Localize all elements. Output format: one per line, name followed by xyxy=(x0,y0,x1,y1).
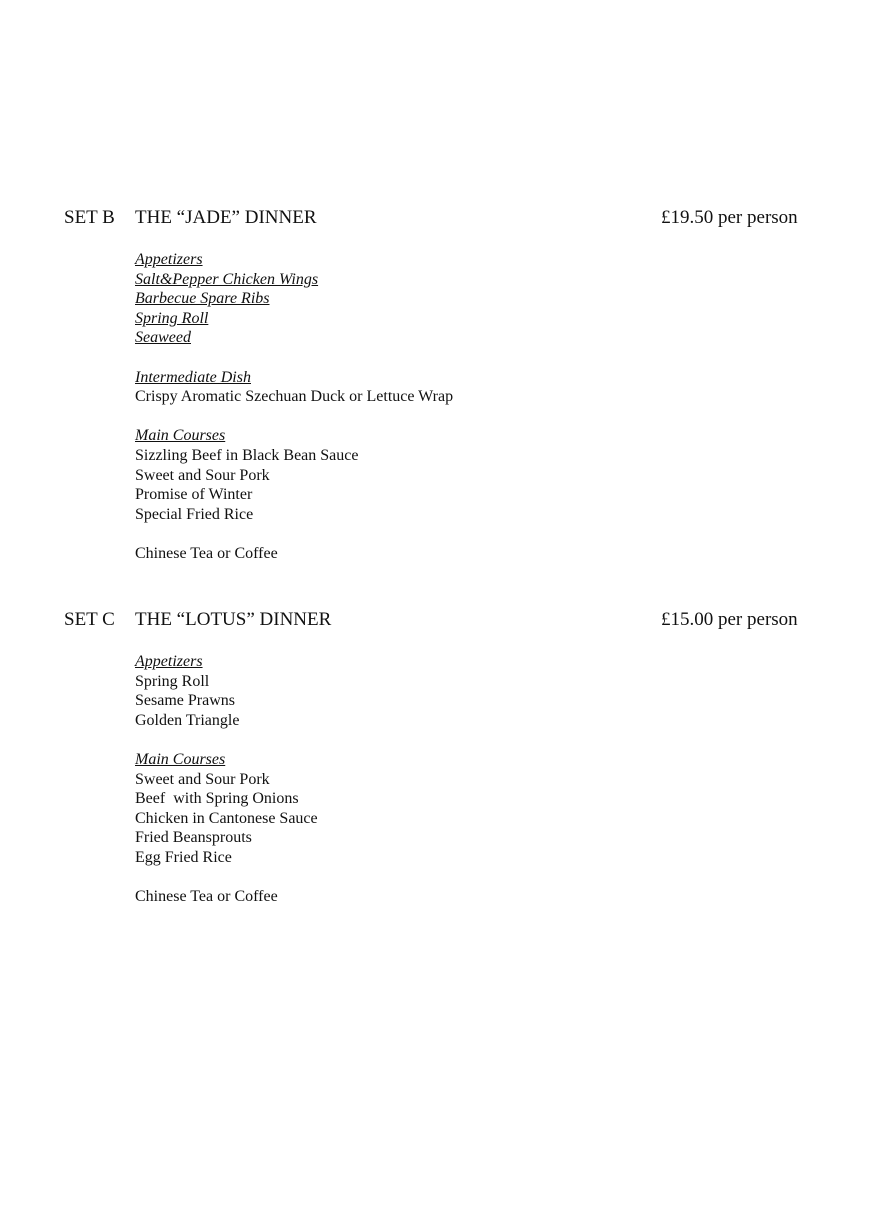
menu-item: Chicken in Cantonese Sauce xyxy=(135,809,318,827)
section-heading: Appetizers xyxy=(135,653,203,670)
set-title: THE “JADE” DINNER xyxy=(135,207,317,228)
menu-item: Salt&Pepper Chicken Wings xyxy=(135,270,319,288)
drink-section xyxy=(135,887,318,907)
intermediate-section xyxy=(135,368,453,407)
set-c-courses xyxy=(135,652,318,926)
section-heading: Appetizers xyxy=(135,251,203,268)
menu-item: Spring Roll xyxy=(135,309,209,327)
appetizers-section xyxy=(135,250,453,348)
main-courses-section xyxy=(135,750,318,868)
menu-item: Sizzling Beef in Black Bean Sauce xyxy=(135,446,359,464)
set-title: THE “LOTUS” DINNER xyxy=(135,609,332,630)
drink-section xyxy=(135,544,453,564)
drink-item: Chinese Tea or Coffee xyxy=(135,888,278,906)
menu-item: Promise of Winter xyxy=(135,486,253,504)
menu-item: Sweet and Sour Pork xyxy=(135,770,270,788)
main-courses-section xyxy=(135,426,453,524)
section-heading: Main Courses xyxy=(135,427,226,445)
set-c-header xyxy=(0,608,870,632)
set-c-menu xyxy=(0,608,870,906)
appetizers-section xyxy=(135,652,318,730)
menu-item: Sweet and Sour Pork xyxy=(135,466,270,484)
section-heading: Intermediate Dish xyxy=(135,368,251,386)
menu-item: Special Fried Rice xyxy=(135,505,254,523)
section-heading: Main Courses xyxy=(135,750,226,768)
set-b-courses xyxy=(135,250,453,583)
menu-item: Egg Fried Rice xyxy=(135,848,232,866)
menu-item: Beef with Spring Onions xyxy=(135,790,299,808)
set-b-header xyxy=(0,206,870,230)
set-b-menu xyxy=(0,206,870,562)
menu-item: Golden Triangle xyxy=(135,711,240,729)
set-price: £15.00 per person xyxy=(661,609,798,630)
menu-item: Spring Roll xyxy=(135,672,210,690)
set-code: SET C xyxy=(64,609,115,630)
menu-item: Sesame Prawns xyxy=(135,692,235,710)
menu-item: Barbecue Spare Ribs xyxy=(135,290,270,308)
menu-item: Crispy Aromatic Szechuan Duck or Lettuce Wrap xyxy=(135,388,454,406)
menu-item: Seaweed xyxy=(135,329,191,347)
set-code: SET B xyxy=(64,207,115,228)
menu-item: Fried Beansprouts xyxy=(135,829,252,847)
drink-item: Chinese Tea or Coffee xyxy=(135,544,278,562)
set-price: £19.50 per person xyxy=(661,207,798,228)
